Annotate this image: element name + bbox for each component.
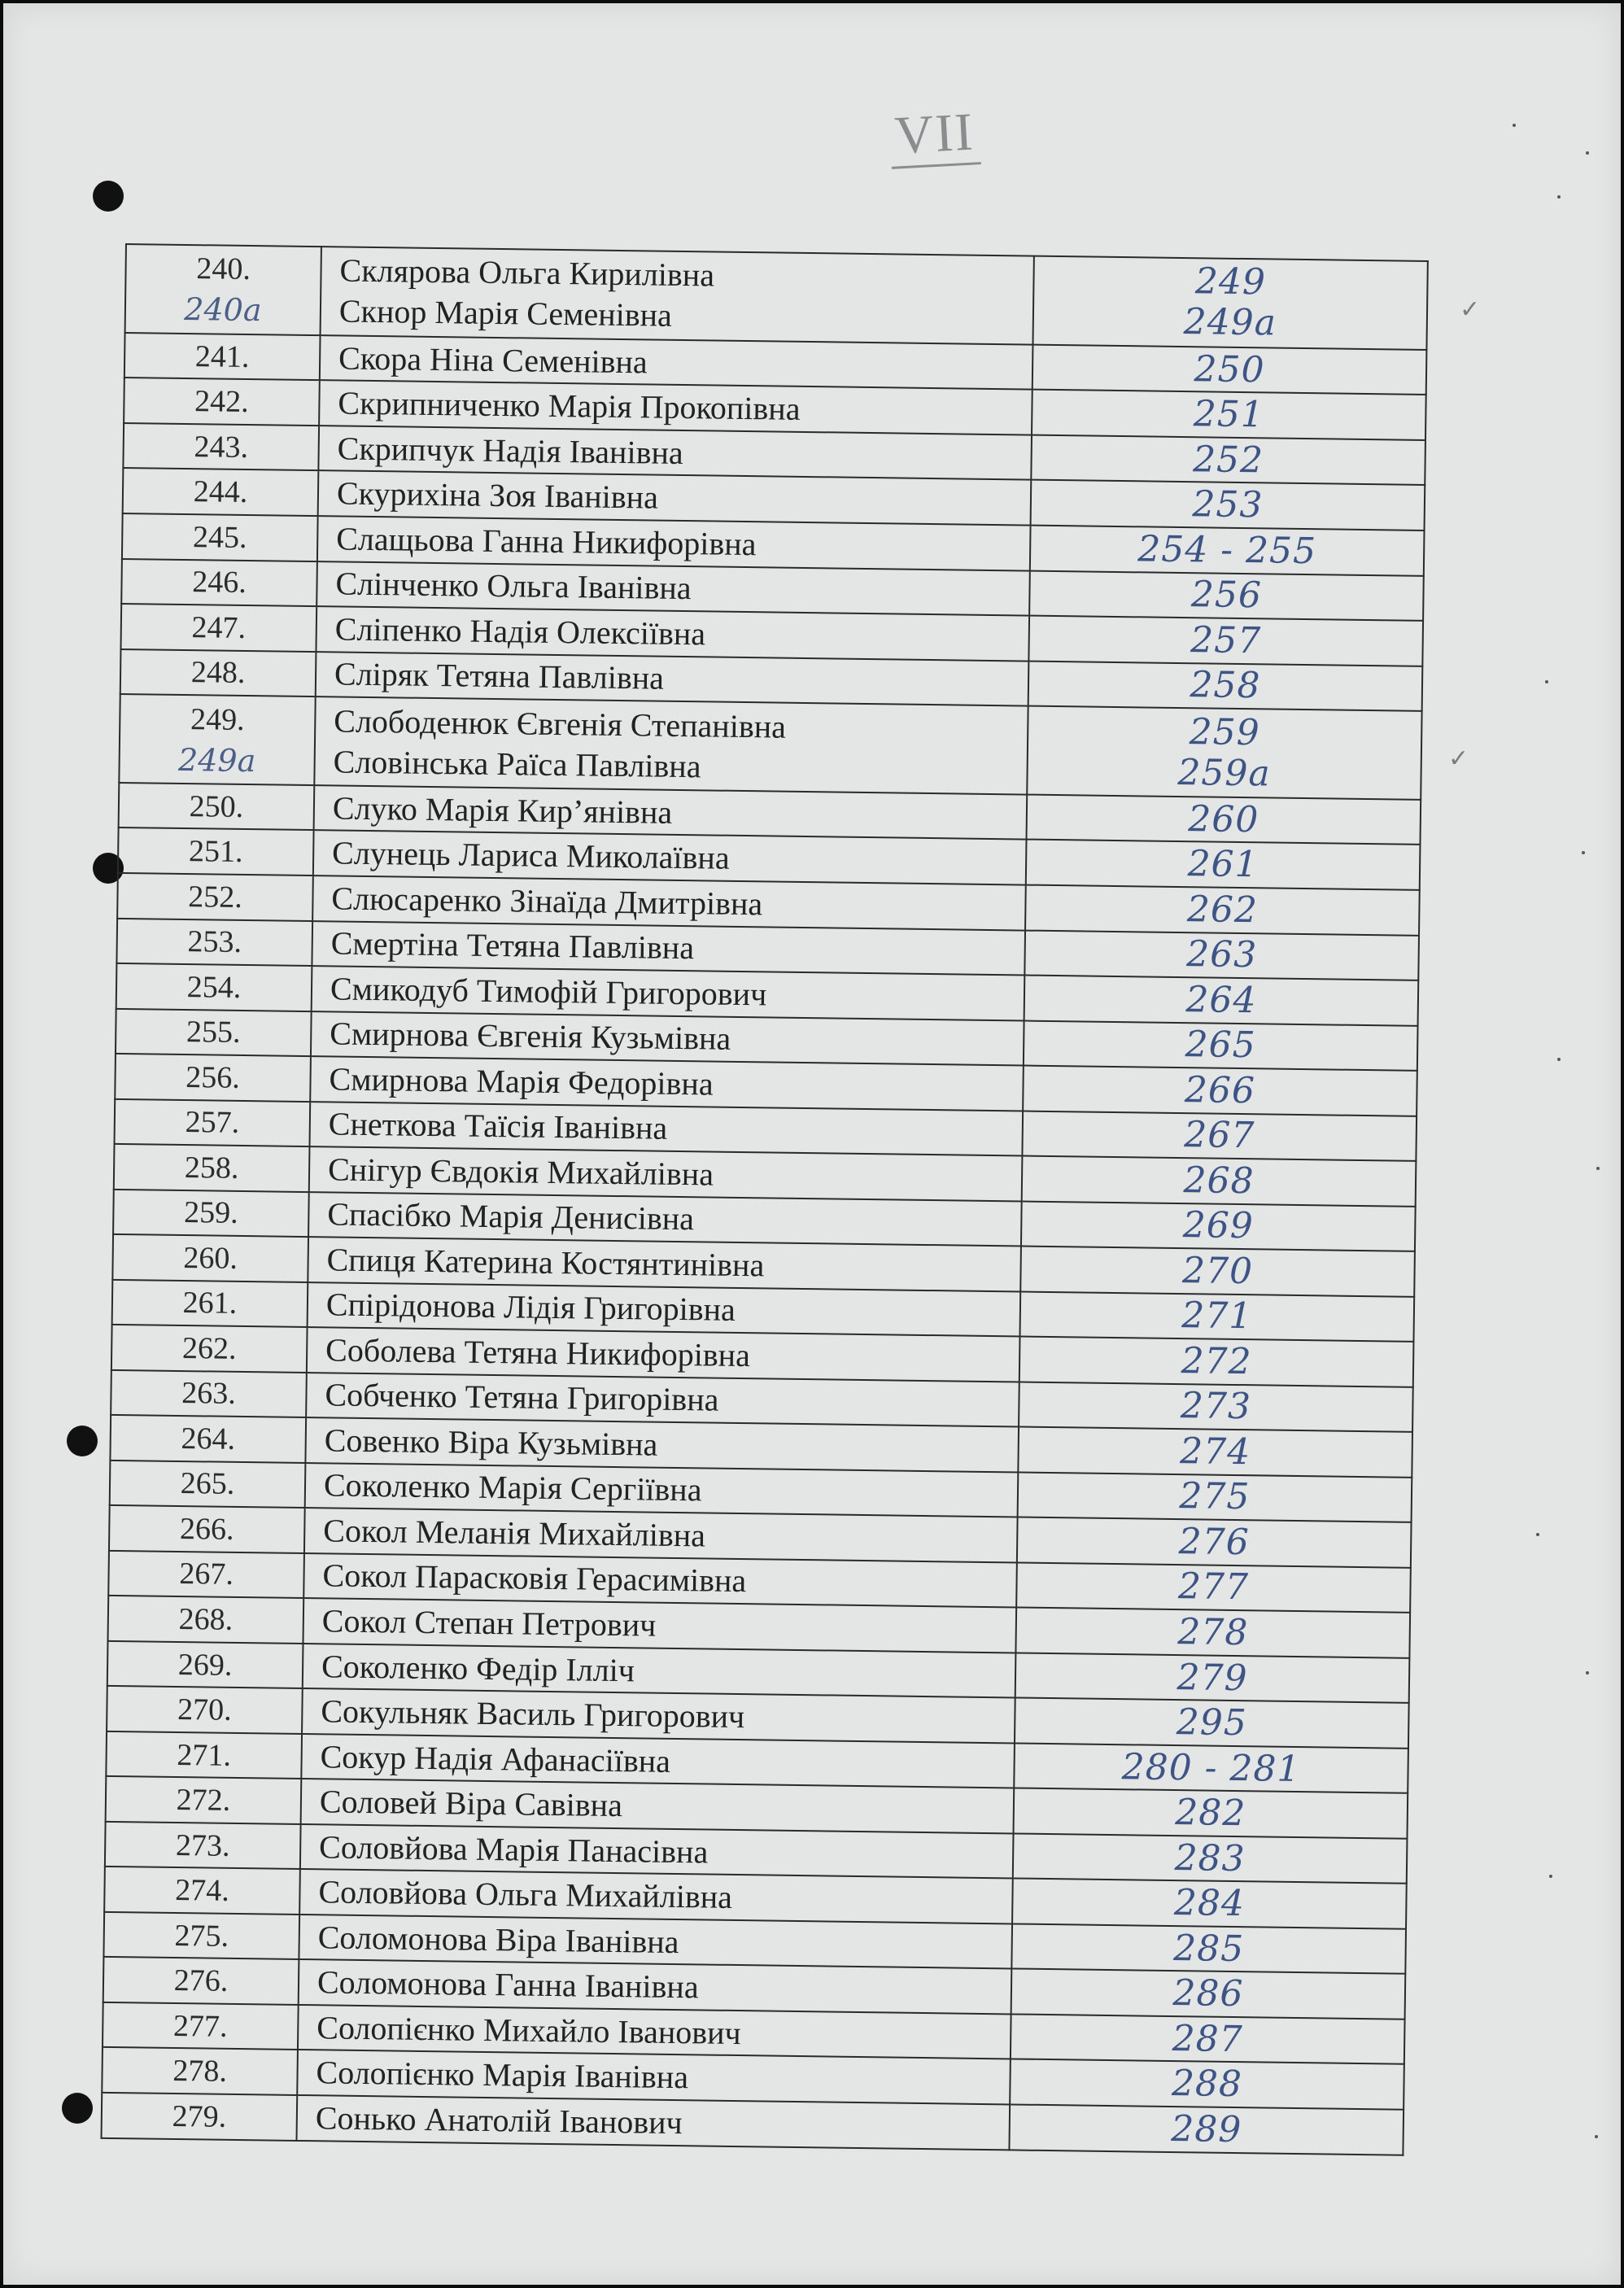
entry-number-cell (116, 1008, 312, 1056)
page-reference-cell (1024, 930, 1419, 980)
entry-number-cell (120, 649, 317, 697)
entry-number: 247. (191, 609, 247, 645)
entry-number: 251. (188, 834, 243, 870)
entry-number-cell (110, 1415, 306, 1463)
page-reference-cell (1028, 616, 1423, 666)
page-reference-cell (1019, 1382, 1413, 1432)
speck (1586, 151, 1589, 155)
entry-number: 255. (186, 1015, 241, 1050)
entry-number: 252. (187, 879, 243, 915)
entry-number: 257. (185, 1105, 240, 1141)
page-reference: 257 (1190, 618, 1262, 662)
check-mark: ✓ (1460, 295, 1481, 324)
register-body (102, 244, 1428, 2155)
page-reference: 285 (1172, 1927, 1245, 1970)
entry-number: 278. (172, 2054, 228, 2089)
person-name: Снігур Євдокія Михайлівна (327, 1151, 714, 1193)
entry-number: 263. (181, 1376, 237, 1412)
page-reference: 272 (1181, 1340, 1252, 1383)
entry-number: 249. (190, 701, 245, 737)
entry-number-cell (115, 1054, 311, 1102)
person-name: Сокол Меланія Михайлівна (323, 1512, 706, 1554)
page-reference: 259а (1177, 751, 1272, 794)
entry-number-cell (106, 1731, 302, 1779)
person-name: Спасібко Марія Денисівна (327, 1195, 695, 1238)
page-reference: 258 (1190, 664, 1261, 707)
person-name: Собченко Тетяна Григорівна (325, 1376, 719, 1419)
page-reference: 295 (1176, 1701, 1248, 1744)
person-name: Слінченко Ольга Іванівна (335, 565, 692, 607)
person-name: Соломонова Віра Іванівна (317, 1918, 679, 1960)
person-name-cell (296, 2095, 1010, 2150)
table-row (119, 694, 1421, 800)
entry-number-cell (105, 1822, 301, 1870)
page-reference: 267 (1183, 1114, 1255, 1157)
entry-number: 264. (181, 1421, 236, 1456)
page-reference: 274 (1179, 1430, 1251, 1474)
entry-number: 272. (176, 1783, 231, 1818)
page-reference-cell (1023, 1066, 1417, 1116)
page-reference: 262 (1186, 888, 1259, 932)
entry-number: 249а (177, 741, 256, 779)
page-reference-cell (1009, 2104, 1404, 2155)
page-reference-cell (1031, 480, 1425, 531)
entry-number: 279. (172, 2098, 227, 2134)
page-reference: 275 (1179, 1475, 1251, 1518)
page-reference: 271 (1181, 1295, 1253, 1338)
page-reference: 276 (1178, 1521, 1251, 1564)
page-reference-cell (1019, 1337, 1414, 1387)
person-name: Соловей Віра Савівна (319, 1783, 623, 1824)
speck (1595, 2135, 1598, 2138)
person-name-cell (321, 247, 1034, 344)
entry-number-cell (110, 1461, 306, 1509)
entry-number: 267. (179, 1557, 234, 1592)
entry-number: 250. (189, 788, 244, 824)
speck (1513, 124, 1516, 127)
entry-number-cell (117, 873, 313, 921)
page-reference-cell (1016, 1562, 1411, 1613)
person-name: Соболева Тетяна Никифорівна (325, 1331, 751, 1374)
page-reference: 256 (1190, 574, 1263, 617)
page-reference-cell (1012, 1879, 1407, 1929)
page-reference: 269 (1182, 1204, 1255, 1247)
entry-number-cell (107, 1686, 303, 1734)
page-reference: 284 (1173, 1882, 1246, 1925)
page-reference: 277 (1177, 1565, 1250, 1609)
entry-number-cell (112, 1234, 308, 1282)
page-reference: 270 (1181, 1249, 1254, 1293)
entry-number-cell (123, 423, 319, 471)
page-reference-cell (1027, 706, 1421, 800)
entry-number-cell (125, 244, 321, 335)
person-name: Солопієнко Михайло Іванович (317, 2008, 742, 2051)
page-reference: 266 (1184, 1068, 1256, 1112)
entry-number: 266. (179, 1511, 234, 1547)
page-reference-cell (1032, 345, 1427, 395)
person-name: Скрипчук Надія Іванівна (337, 430, 683, 471)
entry-number-cell (103, 2002, 299, 2050)
page-reference-cell (1032, 390, 1426, 440)
page-reference-cell (1014, 1788, 1408, 1839)
entry-number-cell (115, 1099, 311, 1147)
entry-number: 261. (182, 1286, 238, 1321)
person-name: Сліряк Тетяна Павлівна (334, 655, 665, 696)
entry-number-cell (102, 2093, 298, 2141)
entry-number: 269. (177, 1647, 233, 1683)
entry-number: 271. (177, 1737, 232, 1773)
entry-number-cell (122, 513, 318, 561)
person-name: Слащьова Ганна Никифорівна (335, 520, 757, 562)
person-name: Скрипниченко Марія Прокопівна (338, 384, 801, 428)
person-name: Спірідонова Лідія Григорівна (325, 1286, 736, 1329)
page-reference-cell (1010, 2059, 1404, 2110)
speck (1545, 680, 1548, 683)
entry-number-cell (111, 1325, 308, 1373)
entry-number-cell (124, 333, 321, 381)
page-reference: 249а (1183, 301, 1277, 344)
page-reference-cell (1026, 840, 1421, 890)
person-name: Совенко Віра Кузьмівна (324, 1421, 658, 1463)
person-name: Слуко Марія Кир’янівна (332, 789, 673, 831)
person-name: Солопієнко Марія Іванівна (316, 2054, 689, 2096)
entry-number-cell (120, 604, 317, 652)
page-reference: 289 (1170, 2107, 1242, 2151)
page-reference: 283 (1174, 1836, 1246, 1880)
person-name: Слунець Лариса Миколаївна (331, 834, 730, 877)
person-name: Снеткова Таїсія Іванівна (328, 1105, 668, 1147)
page-reference-cell (1011, 2014, 1405, 2064)
entry-number-cell (121, 558, 317, 606)
person-name: Словінська Раїса Павлівна (333, 742, 701, 784)
table-row (125, 244, 1428, 350)
entry-number-cell (114, 1144, 310, 1192)
entry-number: 265. (180, 1466, 235, 1502)
page-reference: 250 (1194, 347, 1265, 391)
entry-number: 275. (174, 1918, 229, 1954)
page-reference-cell (1014, 1743, 1408, 1793)
page-reference-cell (1015, 1653, 1410, 1703)
entry-number: 260. (183, 1240, 238, 1276)
page-reference: 286 (1172, 1972, 1244, 2015)
entry-number-cell (103, 1912, 299, 1960)
entry-number-cell (102, 2047, 298, 2095)
page-reference-cell (1015, 1698, 1409, 1749)
entry-number: 248. (190, 655, 246, 691)
page-reference: 282 (1175, 1792, 1246, 1835)
person-name: Смикодуб Тимофій Григорович (330, 970, 767, 1013)
entry-number-cell (109, 1505, 305, 1553)
page-reference-cell (1020, 1291, 1415, 1342)
page-reference-cell (1021, 1201, 1416, 1251)
page-reference: 279 (1177, 1656, 1248, 1699)
entry-number: 259. (183, 1195, 238, 1231)
person-name: Соловйова Марія Панасівна (318, 1827, 709, 1871)
entry-number: 277. (172, 2008, 228, 2044)
punch-hole (67, 1426, 98, 1456)
person-name: Слюсаренко Зінаїда Дмитрівна (331, 880, 763, 923)
entry-number-cell (106, 1776, 302, 1824)
person-name: Смертіна Тетяна Павлівна (330, 924, 695, 967)
entry-number: 274. (174, 1873, 230, 1908)
entry-number-cell (103, 1957, 299, 2005)
page-reference-cell (1011, 1923, 1406, 1974)
page-reference-cell (1030, 526, 1425, 576)
entry-number: 262. (181, 1330, 237, 1366)
entry-number-cell (107, 1641, 303, 1689)
entry-number-cell (108, 1551, 304, 1599)
entry-number: 254. (186, 969, 242, 1005)
page-reference-cell (1017, 1517, 1412, 1568)
punch-hole (93, 181, 124, 212)
page-reference: 253 (1192, 483, 1264, 526)
page-reference: 264 (1185, 978, 1257, 1022)
entry-number-cell (118, 827, 314, 875)
speck (1549, 1875, 1552, 1878)
register-table (101, 243, 1429, 2156)
page-reference: 254 - 255 (1137, 528, 1317, 572)
entry-number: 242. (194, 384, 249, 420)
page-reference: 273 (1180, 1385, 1252, 1428)
person-name: Сокол Парасковія Герасимівна (322, 1557, 747, 1600)
punch-hole (62, 2093, 93, 2124)
entry-number: 256. (186, 1059, 241, 1095)
entry-number: 240а (184, 291, 262, 329)
page-reference-cell (1024, 1020, 1418, 1071)
entry-number-cell (119, 783, 315, 831)
page-reference-cell (1028, 661, 1423, 711)
page-reference: 268 (1183, 1159, 1255, 1203)
speck (1596, 1167, 1600, 1170)
page-reference: 249 (1194, 260, 1267, 303)
person-name: Сокульняк Василь Григорович (321, 1692, 745, 1736)
entry-number: 258. (184, 1150, 239, 1185)
page-reference-cell (1024, 976, 1419, 1026)
page-reference-cell (1013, 1833, 1408, 1884)
entry-number: 243. (194, 429, 249, 465)
page-reference: 288 (1171, 2063, 1243, 2106)
entry-number: 246. (192, 565, 247, 600)
entry-number-cell (124, 378, 320, 426)
page-reference: 261 (1187, 843, 1259, 886)
entry-number: 240. (196, 251, 251, 287)
entry-number: 245. (192, 519, 247, 555)
page-reference-cell (1020, 1247, 1415, 1297)
entry-number-cell (108, 1596, 304, 1644)
entry-number: 241. (194, 338, 250, 374)
entry-number: 253. (187, 924, 242, 960)
entry-number: 273. (175, 1827, 230, 1863)
page-reference-cell (1032, 256, 1427, 350)
person-name: Скнор Марія Семенівна (338, 292, 673, 334)
entry-number: 244. (193, 474, 248, 510)
page-reference-cell (1018, 1472, 1412, 1522)
page-reference-cell (1029, 570, 1424, 621)
person-name: Слободенюк Євгенія Степанівна (334, 701, 787, 745)
speck (1586, 1671, 1589, 1675)
person-name: Скурихіна Зоя Іванівна (336, 474, 659, 516)
entry-number-cell (116, 963, 312, 1011)
person-name: Соломонова Ганна Іванівна (317, 1963, 699, 2006)
page-reference: 265 (1185, 1024, 1257, 1067)
page-reference: 260 (1188, 797, 1259, 841)
speck (1536, 1533, 1539, 1536)
page-reference: 251 (1193, 393, 1265, 436)
person-name: Соколенко Марія Сергіївна (323, 1466, 702, 1509)
speck (1557, 1058, 1561, 1061)
person-name: Склярова Ольга Кирилівна (339, 251, 715, 294)
page-reference: 252 (1192, 438, 1264, 482)
person-name: Сокол Степан Петрович (321, 1602, 657, 1644)
page-reference-cell (1011, 1969, 1406, 2019)
check-mark: ✓ (1448, 744, 1469, 773)
person-name: Смирнова Марія Федорівна (329, 1060, 714, 1103)
person-name: Соколенко Федір Ілліч (321, 1647, 635, 1688)
entry-number-cell (119, 694, 315, 785)
person-name: Соловйова Ольга Михайлівна (318, 1873, 733, 1916)
page-reference: 280 - 281 (1121, 1745, 1301, 1790)
person-name-cell (314, 696, 1028, 794)
entry-number-cell (123, 468, 319, 516)
name-register (101, 243, 1427, 2156)
person-name: Сліпенко Надія Олексіївна (334, 610, 706, 653)
page-reference: 263 (1185, 933, 1258, 976)
entry-number: 268. (178, 1602, 234, 1637)
page-reference-cell (1025, 885, 1420, 936)
entry-number-cell (111, 1370, 307, 1418)
speck (1582, 851, 1585, 854)
page-reference-cell (1031, 435, 1425, 486)
page-reference-cell (1022, 1111, 1417, 1161)
entry-number: 276. (173, 1963, 229, 1998)
person-name: Сокур Надія Афанасіївна (320, 1737, 671, 1779)
entry-number-cell (116, 918, 312, 966)
entry-number: 270. (177, 1692, 232, 1727)
person-name: Смирнова Євгенія Кузьмівна (330, 1015, 731, 1058)
page-reference-cell (1026, 795, 1421, 845)
entry-number-cell (112, 1280, 308, 1328)
page-reference: 287 (1172, 2017, 1244, 2060)
speck (1557, 195, 1561, 199)
page-reference: 259 (1189, 710, 1261, 753)
page-reference-cell (1015, 1608, 1410, 1658)
person-name: Сонько Анатолій Іванович (315, 2099, 683, 2142)
page-section-mark: VII (888, 105, 980, 169)
page-reference-cell (1018, 1427, 1412, 1478)
entry-number-cell (104, 1867, 300, 1915)
person-name: Спиця Катерина Костянтинівна (326, 1241, 765, 1284)
page-reference: 278 (1177, 1611, 1249, 1654)
document-page (3, 3, 1621, 2285)
page-reference-cell (1022, 1156, 1417, 1207)
person-name: Скора Ніна Семенівна (338, 339, 648, 381)
entry-number-cell (113, 1190, 309, 1238)
